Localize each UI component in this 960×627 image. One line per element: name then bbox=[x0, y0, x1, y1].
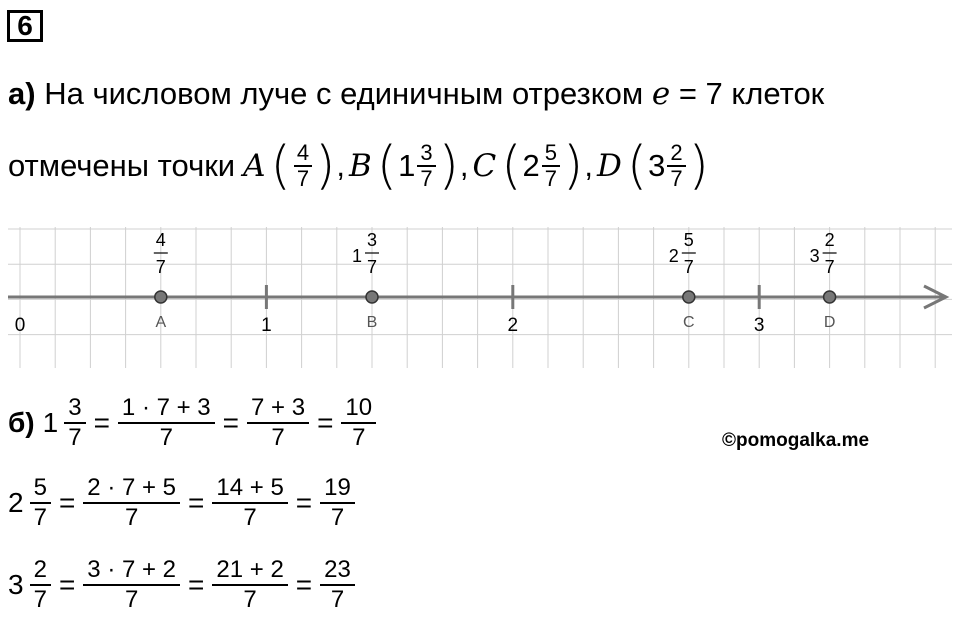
point-ref-B bbox=[349, 136, 469, 196]
part-a-text1: На числовом луче с единичным отрезком bbox=[44, 76, 644, 111]
sum-fraction-den: 7 bbox=[243, 504, 257, 531]
mixed-fraction-den: 7 bbox=[33, 586, 47, 613]
equals-sign: = bbox=[188, 487, 205, 518]
sum-fraction-num: 14 + 5 bbox=[216, 474, 284, 501]
result-fraction-den: 7 bbox=[352, 424, 366, 451]
point-fraction-den: 7 bbox=[544, 166, 558, 191]
point-name: B bbox=[349, 148, 372, 184]
task-number: 6 bbox=[7, 10, 43, 42]
equals-sign: = bbox=[222, 407, 240, 438]
point-frac-den: 7 bbox=[824, 257, 835, 277]
paren-open: ( bbox=[501, 136, 522, 196]
paren-close: ) bbox=[315, 136, 336, 196]
result-fraction-num: 23 bbox=[324, 556, 351, 583]
mixed-fraction bbox=[64, 394, 85, 452]
point-name: A bbox=[243, 148, 266, 184]
point-frac-num: 5 bbox=[683, 230, 694, 250]
result-fraction bbox=[341, 394, 376, 452]
expanded-fraction bbox=[118, 394, 215, 452]
part-b-label: б) bbox=[8, 407, 35, 438]
expanded-fraction bbox=[83, 474, 180, 532]
part-a-line1 bbox=[8, 76, 824, 112]
point-fraction-num: 4 bbox=[296, 140, 310, 165]
watermark: ©pomogalka.me bbox=[722, 430, 870, 451]
axis-marks bbox=[15, 230, 837, 336]
sum-fraction-num: 7 + 3 bbox=[251, 394, 306, 421]
equals-sign: = bbox=[58, 487, 76, 518]
point-frac-num: 3 bbox=[366, 230, 378, 250]
var-e: e bbox=[651, 76, 671, 112]
sum-fraction bbox=[247, 394, 309, 452]
axis bbox=[8, 286, 946, 308]
comma: , bbox=[584, 148, 593, 183]
point-fraction bbox=[417, 141, 435, 191]
point-frac-num: 4 bbox=[155, 230, 166, 250]
point-frac-den: 7 bbox=[366, 257, 378, 277]
point-fraction-den: 7 bbox=[296, 166, 310, 191]
expanded-fraction-den: 7 bbox=[159, 424, 173, 451]
paren-close: ) bbox=[563, 136, 584, 196]
equals-sign: = bbox=[295, 569, 313, 600]
whole-part: 2 bbox=[522, 148, 540, 183]
comma: , bbox=[459, 148, 469, 183]
equals-sign: = bbox=[58, 569, 76, 600]
point-frac-whole: 3 bbox=[809, 246, 820, 266]
sum-fraction bbox=[212, 556, 287, 614]
point-fraction-num: 5 bbox=[544, 140, 558, 165]
expanded-fraction-num: 1 · 7 + 3 bbox=[121, 394, 211, 421]
part-b-row-3 bbox=[8, 556, 357, 614]
point-frac-num: 2 bbox=[824, 230, 835, 250]
point-ref-C bbox=[472, 136, 593, 196]
mixed-fraction-num: 3 bbox=[68, 394, 82, 421]
point-label: B bbox=[366, 314, 378, 331]
part-a-label: а) bbox=[8, 76, 36, 111]
expanded-fraction-num: 3 · 7 + 2 bbox=[87, 556, 177, 583]
number-line bbox=[0, 222, 960, 370]
comma: , bbox=[336, 148, 345, 183]
whole-part: 2 bbox=[8, 487, 24, 518]
sum-fraction-den: 7 bbox=[271, 424, 285, 451]
result-fraction bbox=[320, 556, 355, 614]
part-a-text2: отмечены точки bbox=[8, 148, 236, 183]
point-fraction-num: 2 bbox=[670, 140, 683, 165]
part-a-line2 bbox=[8, 136, 714, 196]
equals-sign: = bbox=[93, 407, 110, 438]
result-fraction-num: 10 bbox=[345, 394, 373, 421]
expanded-fraction bbox=[83, 556, 180, 614]
paren-open: ( bbox=[376, 136, 398, 196]
paren-open: ( bbox=[626, 136, 648, 196]
point-marker bbox=[824, 291, 836, 303]
whole-part: 3 bbox=[8, 569, 24, 600]
point-frac-den: 7 bbox=[155, 257, 166, 277]
paren-open: ( bbox=[270, 136, 291, 196]
point-marker bbox=[366, 291, 378, 303]
point-label: A bbox=[155, 314, 167, 331]
point-name: C bbox=[472, 148, 497, 184]
point-ref-A bbox=[243, 136, 345, 196]
part-b-row-1-wrap bbox=[8, 394, 378, 452]
result-fraction-den: 7 bbox=[330, 586, 345, 613]
expanded-fraction-den: 7 bbox=[124, 586, 139, 613]
result-fraction-num: 19 bbox=[324, 474, 351, 501]
tick-label: 0 bbox=[14, 315, 26, 336]
mixed-fraction-num: 2 bbox=[33, 556, 47, 583]
point-fraction-den: 7 bbox=[670, 166, 683, 191]
equals-sign: = bbox=[295, 487, 313, 518]
whole-part: 3 bbox=[648, 148, 666, 183]
expanded-fraction-den: 7 bbox=[124, 504, 139, 531]
part-b-row-1 bbox=[8, 394, 378, 452]
mixed-fraction bbox=[30, 556, 51, 614]
mixed-fraction bbox=[30, 474, 51, 532]
part-b-row-3-wrap bbox=[8, 556, 357, 614]
tick-label: 3 bbox=[753, 315, 765, 336]
point-fraction-num: 3 bbox=[420, 140, 433, 165]
whole-part: 1 bbox=[42, 407, 59, 438]
point-fraction-den: 7 bbox=[420, 166, 433, 191]
result-fraction-den: 7 bbox=[330, 504, 345, 531]
tick-label: 2 bbox=[507, 315, 519, 336]
mixed-fraction-num: 5 bbox=[33, 474, 47, 501]
point-name: D bbox=[596, 148, 622, 184]
point-frac-whole: 1 bbox=[351, 246, 363, 266]
point-ref-D bbox=[596, 136, 710, 196]
part-b-row-2 bbox=[8, 474, 357, 532]
result-fraction bbox=[320, 474, 355, 532]
expanded-fraction-num: 2 · 7 + 5 bbox=[87, 474, 177, 501]
point-fraction bbox=[542, 141, 560, 191]
point-label: C bbox=[683, 314, 695, 331]
sum-fraction-num: 21 + 2 bbox=[216, 556, 284, 583]
paren-close: ) bbox=[688, 136, 709, 196]
point-label: D bbox=[823, 314, 836, 331]
part-b-row-2-wrap bbox=[8, 474, 357, 532]
paren-close: ) bbox=[438, 136, 459, 196]
whole-part: 1 bbox=[398, 148, 416, 183]
mixed-fraction-den: 7 bbox=[33, 504, 47, 531]
sum-fraction-den: 7 bbox=[243, 586, 257, 613]
equals-sign: = bbox=[188, 569, 205, 600]
mixed-fraction-den: 7 bbox=[68, 424, 82, 451]
point-marker bbox=[155, 291, 167, 303]
part-a-text1-end: = 7 клеток bbox=[678, 76, 825, 111]
point-fraction bbox=[667, 141, 685, 191]
tick-label: 1 bbox=[261, 315, 272, 336]
point-marker bbox=[683, 291, 695, 303]
equals-sign: = bbox=[317, 407, 334, 438]
points-list bbox=[243, 136, 714, 196]
point-frac-whole: 2 bbox=[668, 246, 679, 266]
sum-fraction bbox=[212, 474, 287, 532]
point-fraction bbox=[294, 141, 312, 191]
point-frac-den: 7 bbox=[683, 257, 694, 277]
